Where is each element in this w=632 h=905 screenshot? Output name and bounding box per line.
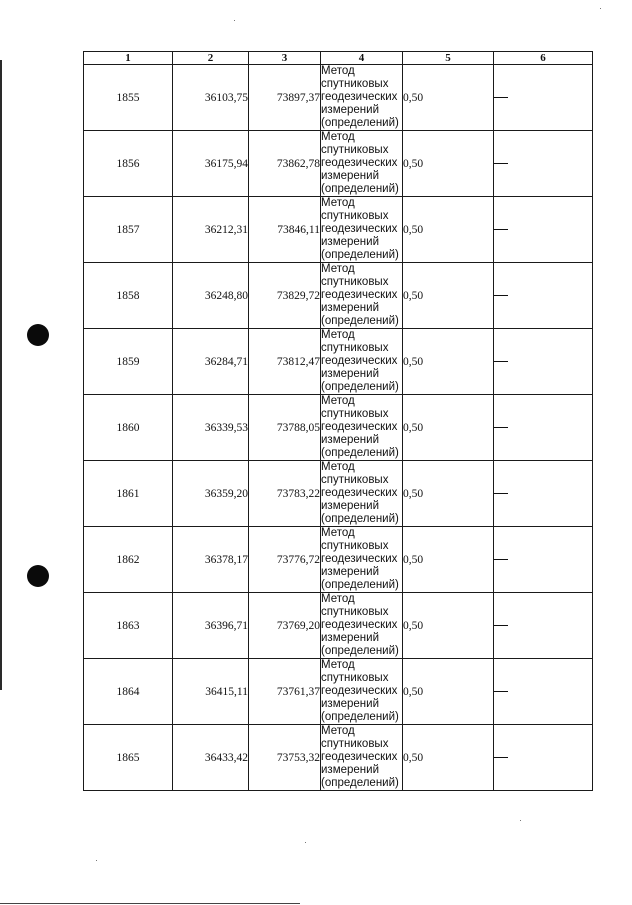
point-number-cell: 1861 [84,461,173,527]
point-number-cell: 1858 [84,263,173,329]
punch-hole-bottom [27,565,49,587]
accuracy-cell: 0,50 [403,65,494,131]
x-coordinate-cell: 36175,94 [173,131,249,197]
y-coordinate-cell: 73862,78 [249,131,321,197]
accuracy-cell: 0,50 [403,527,494,593]
point-number-cell: 1862 [84,527,173,593]
y-coordinate-cell: 73846,11 [249,197,321,263]
table-row [84,527,593,593]
x-coordinate-cell: 36378,17 [173,527,249,593]
method-cell: Метод спутниковых геодезических измерений (определений) [321,461,403,527]
y-coordinate-cell: 73769,20 [249,593,321,659]
x-coordinate-cell: 36359,20 [173,461,249,527]
x-coordinate-cell: 36339,53 [173,395,249,461]
point-number-cell: 1855 [84,65,173,131]
punch-hole-top [27,324,49,346]
method-cell: Метод спутниковых геодезических измерений (определений) [321,197,403,263]
column-header: 2 [173,52,249,65]
scan-speck [96,860,97,861]
y-coordinate-cell: 73753,32 [249,725,321,791]
y-coordinate-cell: 73761,37 [249,659,321,725]
dash-mark [494,229,508,230]
dash-mark [494,493,508,494]
method-cell: Метод спутниковых геодезических измерений (определений) [321,725,403,791]
note-cell [494,593,593,659]
x-coordinate-cell: 36103,75 [173,65,249,131]
dash-mark [494,163,508,164]
accuracy-cell: 0,50 [403,593,494,659]
point-number-cell: 1864 [84,659,173,725]
dash-mark [494,559,508,560]
note-cell [494,527,593,593]
table-row [84,197,593,263]
coordinates-table [83,51,593,791]
x-coordinate-cell: 36415,11 [173,659,249,725]
note-cell [494,329,593,395]
y-coordinate-cell: 73788,05 [249,395,321,461]
scan-speck [520,820,521,821]
method-cell: Метод спутниковых геодезических измерений (определений) [321,593,403,659]
scan-speck [234,20,235,21]
dash-mark [494,691,508,692]
point-number-cell: 1859 [84,329,173,395]
dash-mark [494,427,508,428]
method-cell: Метод спутниковых геодезических измерений (определений) [321,131,403,197]
scan-speck [305,842,306,843]
point-number-cell: 1863 [84,593,173,659]
table-row [84,593,593,659]
table-row [84,263,593,329]
method-cell: Метод спутниковых геодезических измерений (определений) [321,329,403,395]
point-number-cell: 1860 [84,395,173,461]
note-cell [494,659,593,725]
accuracy-cell: 0,50 [403,197,494,263]
accuracy-cell: 0,50 [403,395,494,461]
table-row [84,461,593,527]
method-cell: Метод спутниковых геодезических измерений (определений) [321,65,403,131]
dash-mark [494,97,508,98]
accuracy-cell: 0,50 [403,725,494,791]
table-row [84,65,593,131]
dash-mark [494,757,508,758]
accuracy-cell: 0,50 [403,461,494,527]
note-cell [494,395,593,461]
method-cell: Метод спутниковых геодезических измерений (определений) [321,659,403,725]
y-coordinate-cell: 73897,37 [249,65,321,131]
y-coordinate-cell: 73776,72 [249,527,321,593]
note-cell [494,131,593,197]
method-cell: Метод спутниковых геодезических измерений (определений) [321,395,403,461]
table-row [84,659,593,725]
dash-mark [494,295,508,296]
column-header: 4 [321,52,403,65]
accuracy-cell: 0,50 [403,263,494,329]
note-cell [494,263,593,329]
x-coordinate-cell: 36212,31 [173,197,249,263]
column-header: 3 [249,52,321,65]
x-coordinate-cell: 36284,71 [173,329,249,395]
note-cell [494,65,593,131]
column-header: 5 [403,52,494,65]
note-cell [494,725,593,791]
method-cell: Метод спутниковых геодезических измерений (определений) [321,263,403,329]
column-header: 1 [84,52,173,65]
point-number-cell: 1856 [84,131,173,197]
x-coordinate-cell: 36396,71 [173,593,249,659]
column-header: 6 [494,52,593,65]
x-coordinate-cell: 36433,42 [173,725,249,791]
y-coordinate-cell: 73829,72 [249,263,321,329]
accuracy-cell: 0,50 [403,659,494,725]
method-cell: Метод спутниковых геодезических измерений (определений) [321,527,403,593]
table-header-row [84,52,593,65]
note-cell [494,461,593,527]
table-row [84,725,593,791]
accuracy-cell: 0,50 [403,329,494,395]
scan-speck [600,8,601,9]
dash-mark [494,625,508,626]
x-coordinate-cell: 36248,80 [173,263,249,329]
accuracy-cell: 0,50 [403,131,494,197]
dash-mark [494,361,508,362]
y-coordinate-cell: 73812,47 [249,329,321,395]
table-row [84,131,593,197]
binding-edge-line [0,60,2,690]
point-number-cell: 1857 [84,197,173,263]
bottom-scan-line [0,903,300,904]
y-coordinate-cell: 73783,22 [249,461,321,527]
note-cell [494,197,593,263]
table-row [84,395,593,461]
table-row [84,329,593,395]
point-number-cell: 1865 [84,725,173,791]
